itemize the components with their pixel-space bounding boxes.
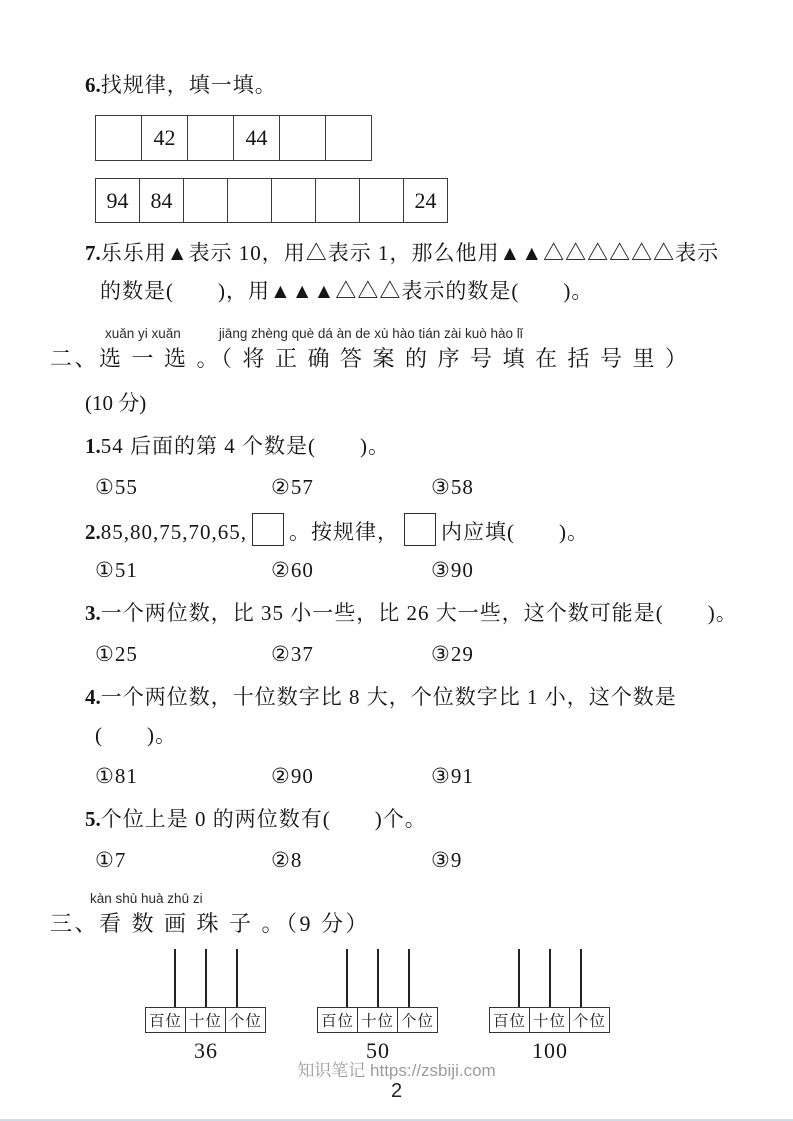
- choice-question-3: [85, 598, 741, 628]
- pattern-table-2-cell: [184, 179, 228, 223]
- place-label-hundreds: 百位: [318, 1008, 358, 1033]
- choice-question-1-text: 54 后面的第 4 个数是( )。: [100, 434, 390, 458]
- section-2-score: (10 分): [85, 391, 147, 415]
- diagram-number: 36: [194, 1038, 218, 1063]
- choice-question-1-options: [95, 472, 741, 502]
- option-3: ③29: [431, 642, 474, 666]
- abacus-rods: [145, 949, 267, 1007]
- question-6-text: 找规律，填一填。: [100, 73, 277, 97]
- section-2-pinyin: [105, 326, 741, 341]
- abacus-rods: [317, 949, 439, 1007]
- section-3-pinyin-text: kàn shù huà zhū zi: [90, 891, 203, 906]
- choice-question-3-number: 3.: [85, 601, 101, 625]
- abacus-rod: [377, 949, 379, 1007]
- pattern-table-2-cell: [272, 179, 316, 223]
- answer-box: [404, 513, 436, 546]
- place-label-tens: 十位: [530, 1008, 570, 1033]
- site-watermark: 知识笔记 https://zsbiji.com: [297, 1061, 496, 1080]
- option-3: ③9: [431, 848, 463, 872]
- place-label-hundreds: 百位: [146, 1008, 186, 1033]
- bead-diagram-36: [145, 949, 267, 1064]
- choice-question-4-line1: [85, 682, 741, 712]
- pattern-table-2-cell: 94: [96, 179, 140, 223]
- pattern-table-1-cell: [96, 116, 142, 161]
- option-2: ②57: [271, 475, 314, 499]
- choice-question-4-line2: [95, 720, 741, 750]
- place-label-tens: 十位: [358, 1008, 398, 1033]
- place-value-table: [145, 1007, 266, 1033]
- section-2-heading: 二、选 一 选 。（ 将 正 确 答 案 的 序 号 填 在 括 号 里 ）: [50, 346, 690, 371]
- choice-question-2-number: 2.: [85, 519, 101, 544]
- choice-question-5: [85, 804, 741, 834]
- pattern-table-2-cell: [360, 179, 404, 223]
- pattern-table-1-cell: [280, 116, 326, 161]
- place-label-tens: 十位: [186, 1008, 226, 1033]
- option-3: ③91: [431, 764, 474, 788]
- question-6-heading: [85, 70, 741, 100]
- section-2-pinyin-part2: jiāng zhèng què dá àn de xù hào tián zài kuò hào lǐ: [218, 326, 523, 341]
- place-label-ones: 个位: [398, 1008, 438, 1033]
- place-value-table: [317, 1007, 438, 1033]
- abacus-rod: [346, 949, 348, 1007]
- option-1: ①7: [95, 848, 127, 872]
- option-2: ②60: [271, 558, 314, 582]
- pattern-table-1-cell: 44: [234, 116, 280, 161]
- abacus-rod: [174, 949, 176, 1007]
- option-2: ②90: [271, 764, 314, 788]
- diagram-number: 100: [532, 1038, 568, 1063]
- pattern-table-2-cell: 24: [404, 179, 448, 223]
- choice-question-5-number: 5.: [85, 807, 101, 831]
- choice-question-4-number: 4.: [85, 685, 101, 709]
- option-2: ②8: [271, 848, 303, 872]
- bead-diagram-100: [489, 949, 611, 1064]
- pattern-table-2-cell: [316, 179, 360, 223]
- option-2: ②37: [271, 642, 314, 666]
- option-1: ①51: [95, 558, 138, 582]
- choice-question-1-number: 1.: [85, 434, 101, 458]
- bead-diagrams: [145, 949, 741, 1064]
- question-7-line2: [100, 276, 741, 306]
- question-7-text-line1: 乐乐用▲表示 10，用△表示 1，那么他用▲▲△△△△△△表示: [100, 241, 720, 265]
- option-3: ③58: [431, 475, 474, 499]
- pattern-table-2-cell: 84: [140, 179, 184, 223]
- place-label-hundreds: 百位: [490, 1008, 530, 1033]
- abacus-rod: [205, 949, 207, 1007]
- place-label-ones: 个位: [226, 1008, 266, 1033]
- question-7-number: 7.: [85, 241, 101, 265]
- pattern-table-2: [95, 178, 448, 223]
- choice-question-3-text: 一个两位数，比 35 小一些，比 26 大一些，这个数可能是( )。: [100, 601, 738, 625]
- section-3-pinyin: [90, 891, 741, 906]
- place-value-table: [489, 1007, 610, 1033]
- answer-box: [252, 513, 284, 546]
- pattern-table-1-cell: [326, 116, 372, 161]
- choice-question-3-options: [95, 639, 741, 669]
- choice-question-2-options: [95, 555, 741, 585]
- pattern-table-1-cell: [188, 116, 234, 161]
- choice-question-2: [85, 515, 741, 548]
- pattern-table-2-cell: [228, 179, 272, 223]
- page-number: 2: [390, 1080, 403, 1102]
- question-7-text-line2: 的数是( )，用▲▲▲△△△表示的数是( )。: [100, 279, 594, 303]
- choice-question-5-text: 个位上是 0 的两位数有( )个。: [100, 807, 427, 831]
- choice-question-4-options: [95, 761, 741, 791]
- choice-question-5-options: [95, 845, 741, 875]
- option-1: ①55: [95, 475, 138, 499]
- abacus-rod: [549, 949, 551, 1007]
- section-2-pinyin-part1: xuǎn yi xuǎn: [105, 326, 181, 341]
- choice-question-4-text-line2: ( )。: [95, 723, 177, 747]
- pattern-table-1: [95, 115, 372, 161]
- choice-question-2-text-part1: 85,80,75,70,65,: [100, 519, 247, 544]
- question-6-number: 6.: [85, 73, 101, 97]
- diagram-number: 50: [366, 1038, 390, 1063]
- choice-question-2-text-part2: 。按规律，: [289, 519, 399, 544]
- pattern-table-1-cell: 42: [142, 116, 188, 161]
- abacus-rods: [489, 949, 611, 1007]
- choice-question-4-text-line1: 一个两位数，十位数字比 8 大，个位数字比 1 小，这个数是: [100, 685, 677, 709]
- option-3: ③90: [431, 558, 474, 582]
- abacus-rod: [518, 949, 520, 1007]
- option-1: ①81: [95, 764, 138, 788]
- choice-question-2-text-part3: 内应填( )。: [441, 519, 589, 544]
- abacus-rod: [408, 949, 410, 1007]
- section-3-heading: 三、看 数 画 珠 子 。（9 分）: [50, 911, 371, 936]
- place-label-ones: 个位: [570, 1008, 610, 1033]
- choice-question-1: [85, 431, 741, 461]
- bead-diagram-50: [317, 949, 439, 1064]
- question-7-line1: [85, 238, 741, 268]
- option-1: ①25: [95, 642, 138, 666]
- abacus-rod: [236, 949, 238, 1007]
- abacus-rod: [580, 949, 582, 1007]
